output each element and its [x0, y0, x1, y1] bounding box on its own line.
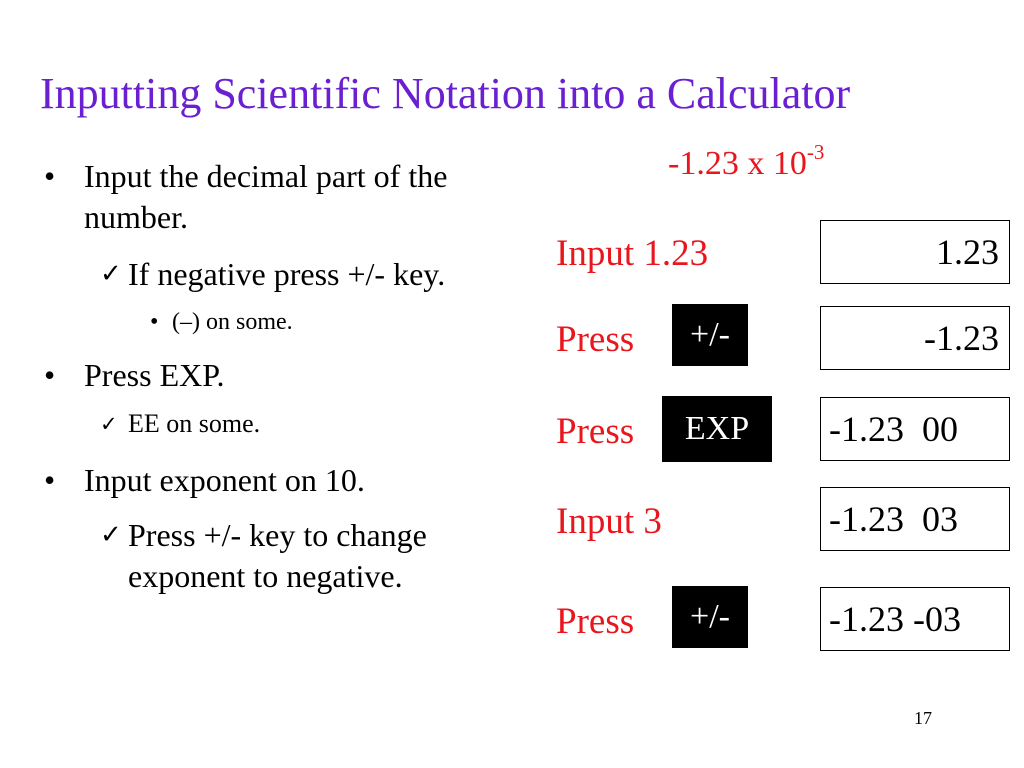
example-notation — [668, 140, 824, 183]
page-number: 17 — [914, 708, 932, 728]
instruction-list — [40, 156, 520, 597]
bullet-mark: • — [44, 357, 56, 393]
example-exponent: -3 — [806, 140, 825, 164]
sub-sub-bullet-text: (–) on some. — [172, 309, 293, 335]
bullet-item — [40, 156, 520, 238]
sub-bullet-text: Press +/- key to change exponent to negative. — [128, 517, 427, 594]
bullet-item — [40, 460, 520, 501]
step-label: Press — [556, 319, 635, 360]
step-label: Input 3 — [556, 501, 662, 542]
sub-bullet-text: EE on some. — [128, 409, 261, 438]
bullet-text: Press EXP. — [84, 357, 225, 393]
checkmark-icon: ✓ — [100, 520, 122, 550]
calculator-display: -1.23 00 — [820, 397, 1010, 461]
sub-bullet-text: If negative press +/- key. — [128, 256, 446, 292]
checkmark-icon: ✓ — [100, 412, 118, 436]
example-base: -1.23 x 10 — [668, 145, 807, 182]
sub-bullet-item — [40, 254, 520, 295]
bullet-text: Input the decimal part of the number. — [84, 158, 448, 235]
exp-key: EXP — [662, 396, 772, 462]
calculator-display: 1.23 — [820, 220, 1010, 284]
sub-bullet-item — [40, 406, 520, 442]
calculator-display: -1.23 -03 — [820, 587, 1010, 651]
bullet-mark: • — [150, 309, 159, 335]
plus-minus-key: +/- — [672, 586, 748, 648]
calculator-display: -1.23 03 — [820, 487, 1010, 551]
step-label: Press — [556, 601, 635, 642]
checkmark-icon: ✓ — [100, 259, 122, 289]
sub-bullet-item — [40, 515, 520, 597]
bullet-mark: • — [44, 462, 56, 498]
bullet-mark: • — [44, 158, 56, 194]
step-label: Press — [556, 411, 635, 452]
sub-sub-bullet-item — [40, 305, 520, 339]
bullet-item — [40, 355, 520, 396]
bullet-text: Input exponent on 10. — [84, 462, 365, 498]
plus-minus-key: +/- — [672, 304, 748, 366]
calculator-display: -1.23 — [820, 306, 1010, 370]
step-label: Input 1.23 — [556, 233, 709, 274]
slide-title: Inputting Scientific Notation into a Calculator — [40, 69, 851, 118]
